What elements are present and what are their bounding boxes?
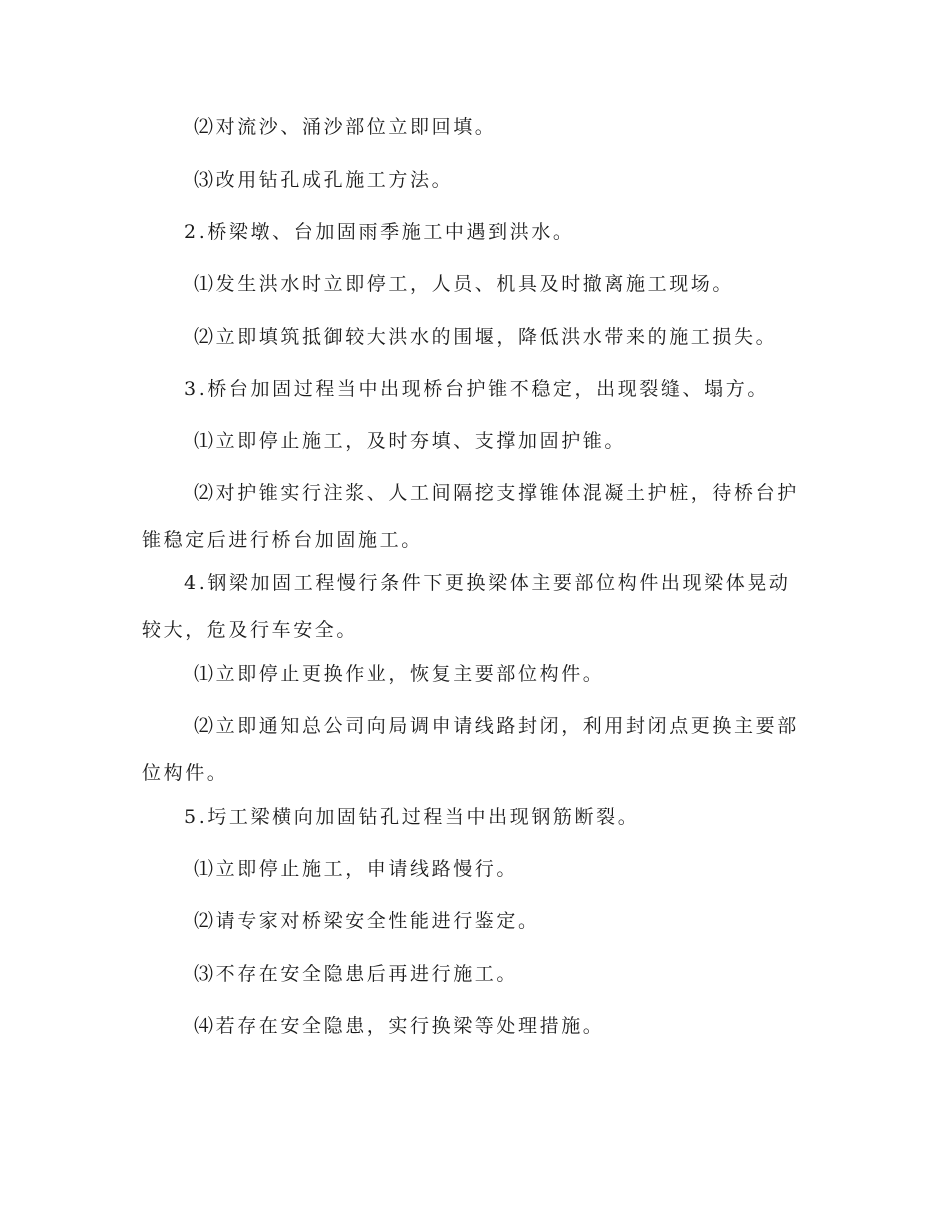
paragraph-sub-item [142, 857, 810, 881]
paragraph-sub-item [142, 325, 810, 349]
paragraph-heading-item [142, 560, 810, 654]
paragraph-text: 5.圬工梁横向加固钻孔过程当中出现钢筋断裂。 [184, 806, 640, 828]
paragraph-sub-item [142, 429, 810, 453]
paragraph-sub-item [142, 662, 810, 686]
paragraph-text: ⑴立即停止更换作业，恢复主要部位构件。 [194, 663, 605, 685]
paragraph-text: 2.桥梁墩、台加固雨季施工中遇到洪水。 [184, 221, 575, 243]
paragraph-sub-item [142, 272, 810, 296]
paragraph-heading-item [142, 377, 810, 401]
paragraph-sub-item [142, 1014, 810, 1038]
paragraph-text: ⑴发生洪水时立即停工，人员、机具及时撤离施工现场。 [194, 273, 735, 295]
paragraph-sub-item [142, 168, 810, 192]
paragraph-text: ⑴立即停止施工，及时夯填、支撑加固护锥。 [194, 430, 627, 452]
paragraph-text: 4.钢梁加固工程慢行条件下更换梁体主要部位构件出现梁体晃动较大，危及行车安全。 [142, 572, 791, 641]
paragraph-text: ⑷若存在安全隐患，实行换梁等处理措施。 [194, 1015, 605, 1037]
paragraph-text: ⑶改用钻孔成孔施工方法。 [194, 169, 454, 191]
paragraph-heading-item [142, 220, 810, 244]
paragraph-text: 3.桥台加固过程当中出现桥台护锥不稳定，出现裂缝、塌方。 [184, 378, 769, 400]
paragraph-text: ⑵请专家对桥梁安全性能进行鉴定。 [194, 910, 540, 932]
paragraph-heading-item [142, 805, 810, 829]
paragraph-sub-item [142, 115, 810, 139]
paragraph-sub-item [142, 962, 810, 986]
paragraph-text: ⑵立即填筑抵御较大洪水的围堰，降低洪水带来的施工损失。 [194, 326, 778, 348]
paragraph-text: ⑵对流沙、涌沙部位立即回填。 [194, 116, 497, 138]
paragraph-text: ⑴立即停止施工，申请线路慢行。 [194, 858, 519, 880]
paragraph-text: ⑵对护锥实行注浆、人工间隔挖支撑锥体混凝土护桩，待桥台护锥稳定后进行桥台加固施工。 [142, 482, 799, 551]
paragraph-text: ⑵立即通知总公司向局调申请线路封闭，利用封闭点更换主要部位构件。 [142, 715, 799, 784]
paragraph-text: ⑶不存在安全隐患后再进行施工。 [194, 963, 519, 985]
paragraph-sub-item [142, 703, 810, 797]
paragraph-sub-item [142, 909, 810, 933]
paragraph-sub-item [142, 470, 810, 564]
